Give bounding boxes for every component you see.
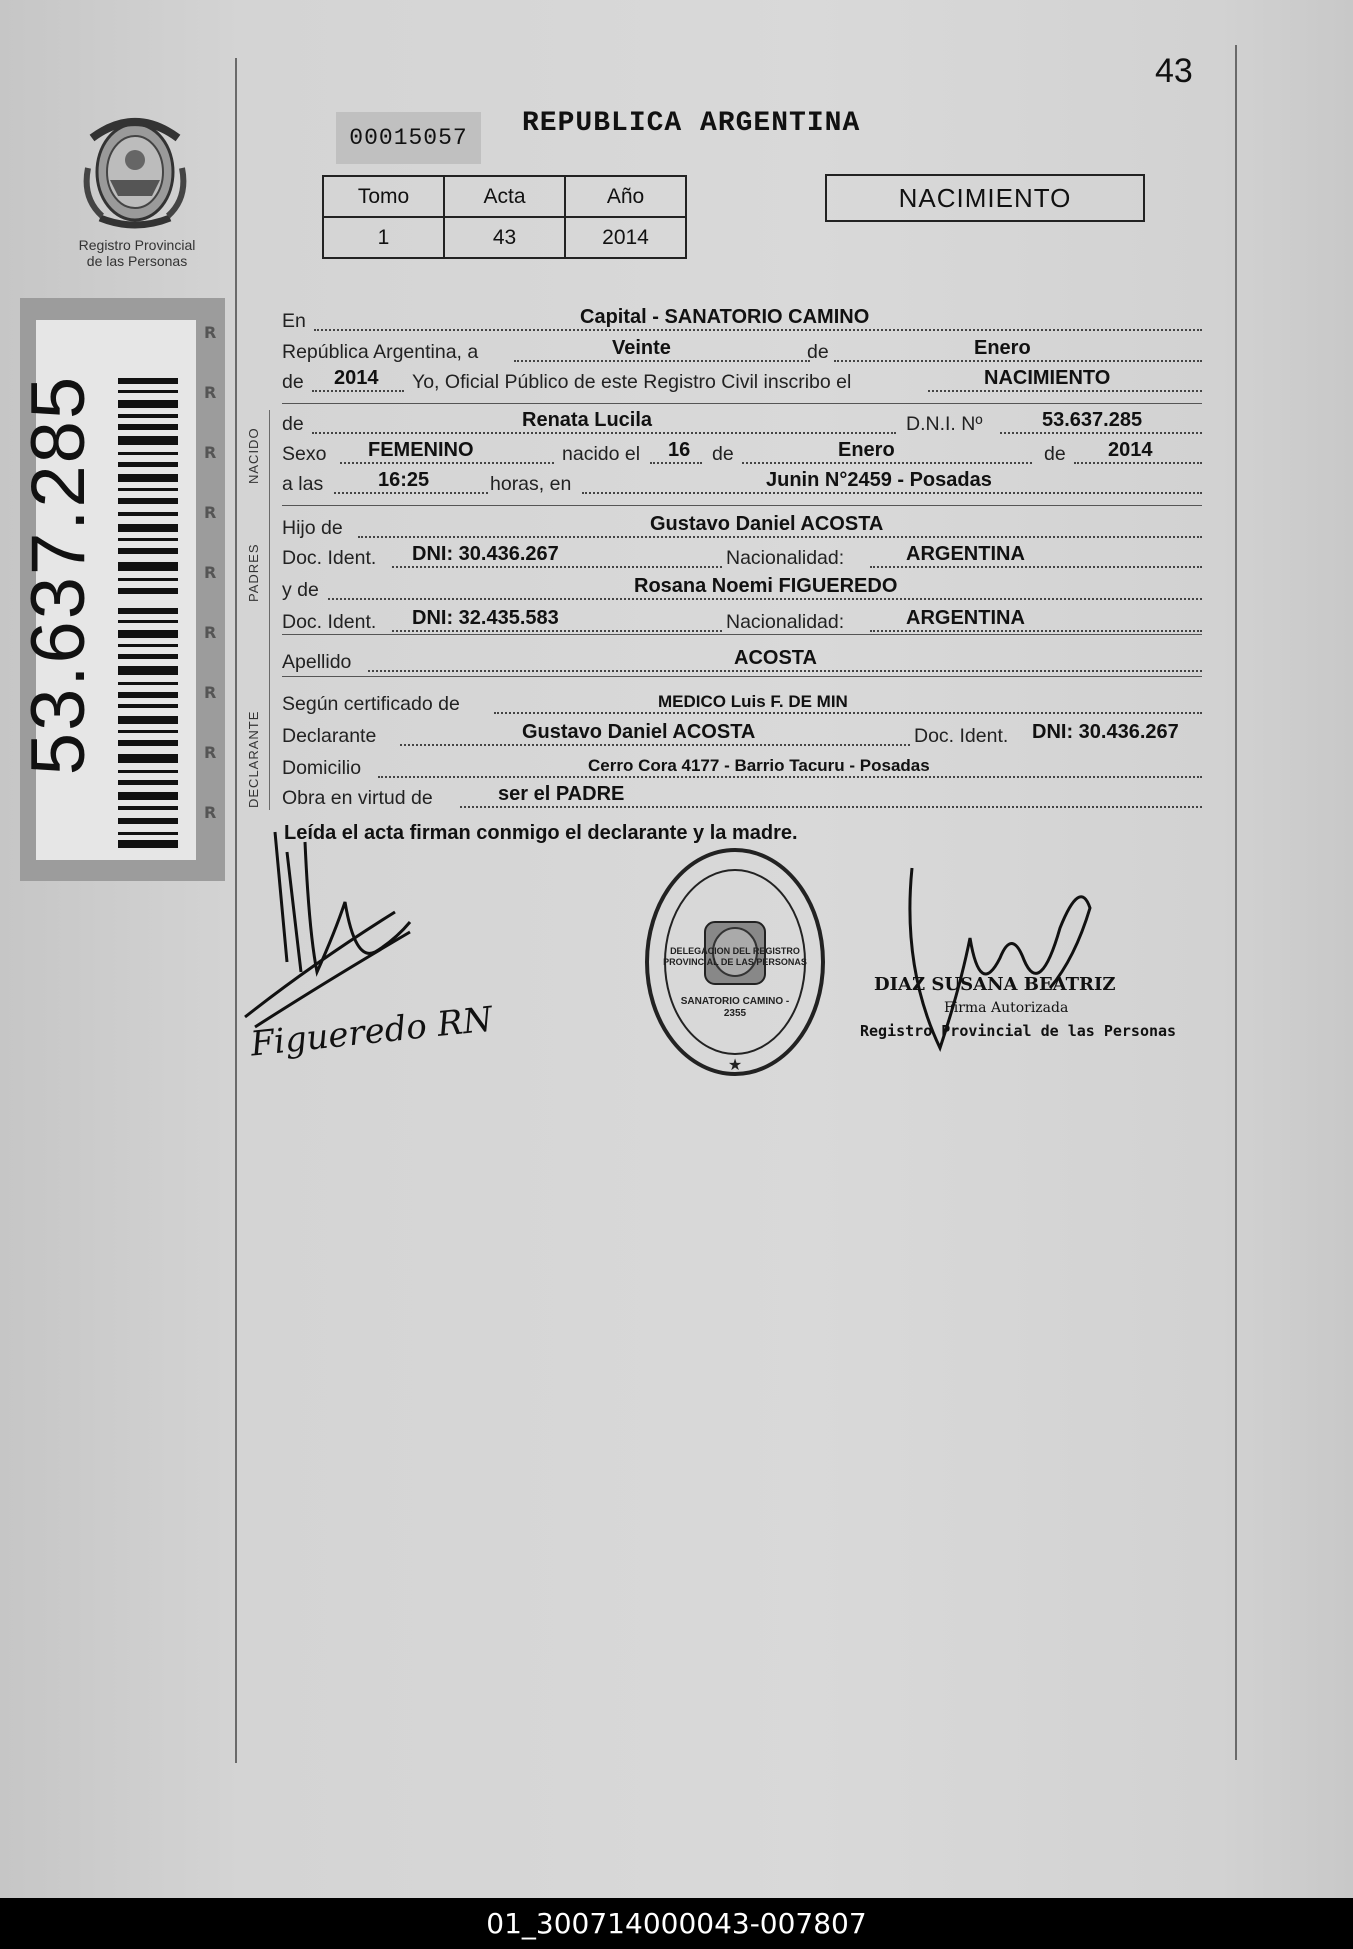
field-declarante: Gustavo Daniel ACOSTA [522, 721, 756, 743]
row-apellido: Apellido ACOSTA [282, 646, 1202, 676]
field-dia: 16 [668, 439, 691, 461]
field-declarante-doc: DNI: 30.436.267 [1032, 721, 1179, 743]
field-tipo: NACIMIENTO [984, 367, 1111, 389]
header-anio: Año [565, 176, 686, 217]
provincial-crest-icon [80, 108, 190, 237]
svg-text:R: R [204, 623, 217, 642]
row-certificado: Según certificado de MEDICO Luis F. DE MIN [282, 688, 1202, 718]
row-nombre: de Renata Lucila D.N.I. Nº 53.637.285 [282, 408, 1202, 438]
header-acta: Acta [444, 176, 565, 217]
field-padre-nac: ARGENTINA [906, 543, 1025, 565]
field-obra: ser el PADRE [498, 783, 625, 805]
registry-name: Registro Provincial de las Personas [78, 237, 196, 269]
right-margin-line [1235, 45, 1237, 1760]
barcode-strip [16, 298, 225, 881]
value-anio: 2014 [565, 217, 686, 258]
record-type-box: NACIMIENTO [825, 174, 1145, 222]
row-madre: y de Rosana Noemi FIGUEREDO [282, 574, 1202, 604]
row-madre-doc: Doc. Ident. DNI: 32.435.583 Nacionalidad: ARGENTINA [282, 606, 1202, 636]
tomo-acta-table [322, 175, 687, 259]
page-number: 43 [1155, 52, 1193, 90]
separator-2 [282, 505, 1202, 506]
separator-1 [282, 403, 1202, 404]
field-lugar: Capital - SANATORIO CAMINO [580, 306, 870, 328]
field-anio: 2014 [1108, 439, 1153, 461]
row-hora: a las 16:25 horas, en Junin N°2459 - Posadas [282, 468, 1202, 498]
row-inscripcion: de 2014 Yo, Oficial Público de este Registro Civil inscribo el NACIMIENTO [282, 366, 1202, 396]
row-obra: Obra en virtud de ser el PADRE [282, 782, 1202, 812]
stamp-outer-text: DELEGACION DEL REGISTRO PROVINCIAL DE LAS PERSONAS [663, 946, 807, 967]
closing-statement: Leída el acta firman conmigo el declarante y la madre. [284, 822, 798, 844]
field-domicilio-nacimiento: Junin N°2459 - Posadas [766, 469, 992, 491]
svg-text:R: R [204, 503, 217, 522]
field-hora: 16:25 [378, 469, 430, 491]
section-rule [269, 410, 270, 810]
field-anio-inscripcion: 2014 [334, 367, 379, 389]
serial-number: 00015057 [336, 112, 481, 164]
row-fecha: República Argentina, a Veinte de Enero [282, 336, 1202, 366]
field-madre-doc: DNI: 32.435.583 [412, 607, 559, 629]
field-madre: Rosana Noemi FIGUEREDO [634, 575, 898, 597]
official-office: Registro Provincial de las Personas [860, 1022, 1177, 1040]
svg-text:R: R [204, 683, 217, 702]
row-sexo: Sexo FEMENINO nacido el 16 de Enero de 2014 [282, 438, 1202, 468]
svg-text:★: ★ [727, 1057, 743, 1074]
svg-text:R: R [204, 803, 217, 822]
row-domicilio: Domicilio Cerro Cora 4177 - Barrio Tacuru - Posadas [282, 752, 1202, 782]
field-domicilio: Cerro Cora 4177 - Barrio Tacuru - Posadas [588, 756, 930, 775]
madre-signature: Figueredo RN [248, 999, 495, 1065]
svg-text:R: R [204, 563, 217, 582]
value-acta: 43 [444, 217, 565, 258]
separator-4 [282, 676, 1202, 677]
svg-text:R: R [204, 383, 217, 402]
field-nombre: Renata Lucila [522, 409, 653, 431]
document-title: REPUBLICA ARGENTINA [522, 108, 861, 139]
field-madre-nac: ARGENTINA [906, 607, 1025, 629]
row-padre-doc: Doc. Ident. DNI: 30.436.267 Nacionalidad: ARGENTINA [282, 542, 1202, 572]
scan-footer-id: 01_300714000043-007807 [0, 1898, 1353, 1949]
official-role: Firma Autorizada [944, 1000, 1069, 1016]
field-sexo: FEMENINO [368, 439, 474, 461]
stamp-inner-text: SANATORIO CAMINO - 2355 [680, 996, 790, 1019]
field-certificado: MEDICO Luis F. DE MIN [658, 692, 848, 711]
field-padre-doc: DNI: 30.436.267 [412, 543, 559, 565]
row-padre: Hijo de Gustavo Daniel ACOSTA [282, 512, 1202, 542]
section-declarante: DECLARANTE [246, 710, 261, 808]
section-padres: PADRES [246, 543, 261, 602]
field-mes-texto: Enero [974, 337, 1031, 359]
row-declarante: Declarante Gustavo Daniel ACOSTA Doc. Ident. DNI: 30.436.267 [282, 721, 1179, 747]
field-dni: 53.637.285 [1042, 409, 1143, 431]
barcode-number: 53.637.285 [16, 374, 101, 776]
field-dia-texto: Veinte [612, 337, 671, 359]
svg-text:R: R [204, 743, 217, 762]
field-padre: Gustavo Daniel ACOSTA [650, 513, 884, 535]
field-apellido: ACOSTA [734, 647, 817, 669]
svg-text:R: R [204, 443, 217, 462]
svg-text:R: R [204, 323, 217, 342]
row-lugar: En Capital - SANATORIO CAMINO [282, 305, 1202, 335]
section-nacido: NACIDO [246, 427, 261, 484]
official-name: DIAZ SUSANA BEATRIZ [874, 974, 1116, 995]
field-mes: Enero [838, 439, 895, 461]
header-tomo: Tomo [323, 176, 444, 217]
value-tomo: 1 [323, 217, 444, 258]
